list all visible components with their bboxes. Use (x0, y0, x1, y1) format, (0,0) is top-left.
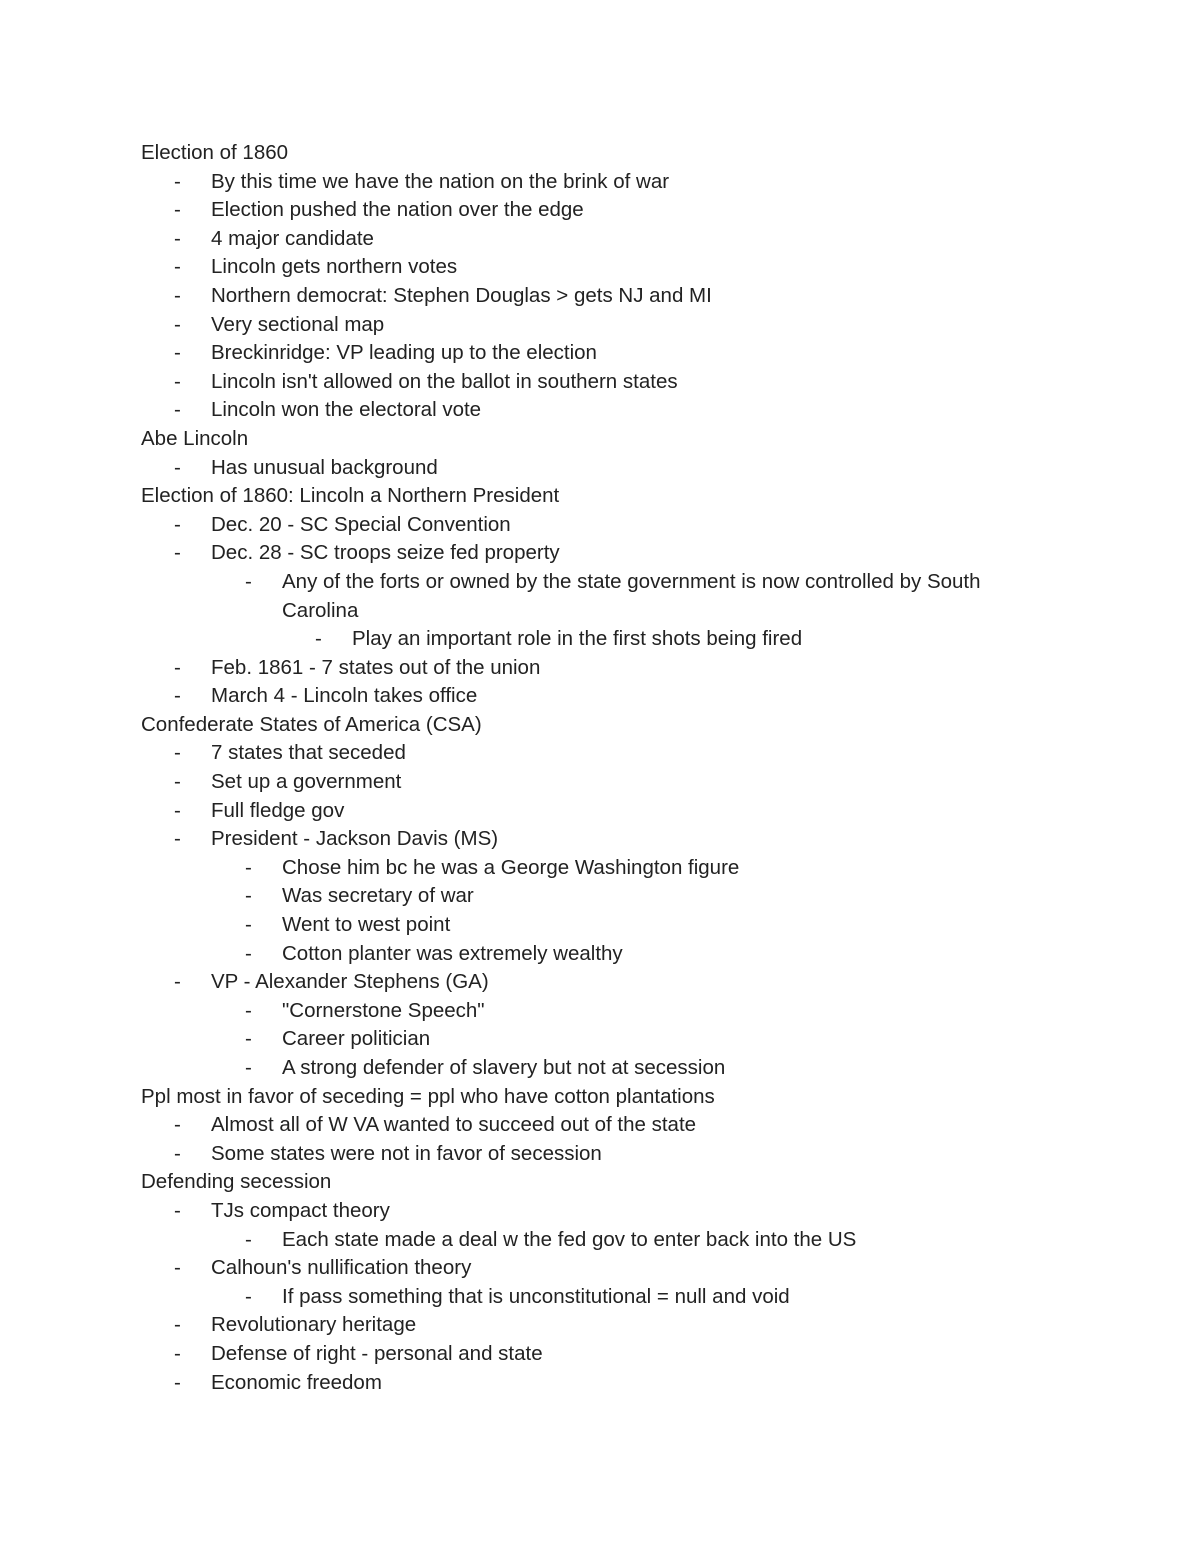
item-text: Lincoln isn't allowed on the ballot in southern states (211, 369, 678, 393)
item-text: Defense of right - personal and state (211, 1341, 543, 1365)
outline-item-level-1 (0, 968, 1200, 997)
item-text: Dec. 28 - SC troops seize fed property (211, 541, 560, 565)
item-text: Dec. 20 - SC Special Convention (211, 512, 511, 536)
item-text: Very sectional map (211, 312, 385, 336)
item-text: Lincoln won the electoral vote (211, 398, 482, 422)
item-text: Election pushed the nation over the edge (211, 198, 584, 222)
dash-bullet: - (174, 1256, 181, 1280)
outline-item-level-1 (0, 454, 1200, 483)
item-text: "Cornerstone Speech" (282, 998, 485, 1022)
dash-bullet: - (174, 1341, 181, 1365)
dash-bullet: - (174, 312, 181, 336)
outline-item-level-1 (0, 311, 1200, 340)
outline-item-level-2 (0, 854, 1200, 883)
outline-item-level-2 (0, 997, 1200, 1026)
outline-item-level-2 (0, 1226, 1200, 1255)
item-text: Some states were not in favor of secession (211, 1141, 602, 1165)
dash-bullet: - (245, 941, 252, 965)
dash-bullet: - (174, 1113, 181, 1137)
dash-bullet: - (174, 226, 181, 250)
item-text: Cotton planter was extremely wealthy (282, 941, 623, 965)
outline-item-level-2 (0, 1283, 1200, 1312)
item-text: March 4 - Lincoln takes office (211, 684, 478, 708)
outline-item-level-1 (0, 825, 1200, 854)
outline-item-level-1 (0, 168, 1200, 197)
heading-text: Election of 1860 (141, 141, 289, 164)
dash-bullet: - (245, 569, 252, 593)
dash-bullet: - (245, 1227, 252, 1251)
outline-item-level-1 (0, 1197, 1200, 1226)
dash-bullet: - (174, 741, 181, 765)
dash-bullet: - (174, 1198, 181, 1222)
item-text: Full fledge gov (211, 798, 345, 822)
item-text: If pass something that is unconstitutional = null and void (282, 1284, 790, 1308)
dash-bullet: - (174, 684, 181, 708)
outline-item-level-2 (0, 1054, 1200, 1083)
dash-bullet: - (245, 1284, 252, 1308)
dash-bullet: - (174, 169, 181, 193)
outline-item-level-1 (0, 368, 1200, 397)
dash-bullet: - (174, 541, 181, 565)
dash-bullet: - (245, 884, 252, 908)
dash-bullet: - (174, 1370, 181, 1394)
item-text: Play an important role in the first shots being fired (352, 627, 803, 651)
item-text: Almost all of W VA wanted to succeed out of the state (211, 1113, 697, 1137)
outline-item-level-1 (0, 196, 1200, 225)
dash-bullet: - (174, 970, 181, 994)
dash-bullet: - (174, 455, 181, 479)
item-text: Northern democrat: Stephen Douglas > gets NJ and MI (211, 283, 712, 307)
dash-bullet: - (174, 283, 181, 307)
heading-text: Election of 1860: Lincoln a Northern President (141, 484, 560, 508)
dash-bullet: - (174, 1313, 181, 1337)
dash-bullet: - (174, 198, 181, 222)
outline-item-level-1 (0, 539, 1200, 568)
section-heading (0, 711, 1200, 740)
heading-text: Confederate States of America (CSA) (141, 712, 482, 736)
outline-item-level-1 (0, 282, 1200, 311)
outline-item-level-3 (0, 625, 1200, 654)
item-text: Calhoun's nullification theory (211, 1256, 472, 1280)
dash-bullet: - (174, 770, 181, 794)
item-text: Lincoln gets northern votes (211, 255, 458, 279)
item-text: President - Jackson Davis (MS) (211, 827, 499, 851)
outline-item-level-1 (0, 1369, 1200, 1398)
section-heading (0, 1083, 1200, 1112)
item-text: Revolutionary heritage (211, 1313, 417, 1337)
item-text: VP - Alexander Stephens (GA) (211, 970, 489, 994)
outline-item-level-2 (0, 882, 1200, 911)
item-text: 4 major candidate (211, 226, 374, 250)
item-text: Any of the forts or owned by the state government is now controlled by South (282, 569, 981, 593)
outline-item-level-1 (0, 1311, 1200, 1340)
outline-item-level-1 (0, 339, 1200, 368)
outline-item-level-2 (0, 911, 1200, 940)
item-text: Breckinridge: VP leading up to the election (211, 341, 597, 365)
item-text: Chose him bc he was a George Washington figure (282, 855, 740, 879)
outline-item-level-1 (0, 225, 1200, 254)
dash-bullet: - (245, 1056, 252, 1079)
dash-bullet: - (174, 369, 181, 393)
item-text: TJs compact theory (211, 1198, 390, 1222)
outline-item-level-1 (0, 1111, 1200, 1140)
item-text: Has unusual background (211, 455, 438, 479)
heading-text: Ppl most in favor of seceding = ppl who have cotton plantations (141, 1084, 715, 1108)
item-text: Economic freedom (211, 1370, 382, 1394)
section-heading (0, 139, 1200, 168)
outline-item-level-1 (0, 396, 1200, 425)
outline-item-level-2 (0, 568, 1200, 597)
outline-item-level-1 (0, 739, 1200, 768)
outline-item-level-1 (0, 1140, 1200, 1169)
dash-bullet: - (174, 1141, 181, 1165)
dash-bullet: - (174, 255, 181, 279)
outline-item-level-2 (0, 1025, 1200, 1054)
dash-bullet: - (245, 855, 252, 879)
outline-item-level-1 (0, 1254, 1200, 1283)
item-text: Went to west point (282, 913, 451, 937)
outline-item-level-1 (0, 511, 1200, 540)
outline-item-level-1 (0, 1340, 1200, 1369)
outline-item-level-1 (0, 682, 1200, 711)
section-heading (0, 425, 1200, 454)
item-text: 7 states that seceded (211, 741, 406, 765)
outline-item-level-1 (0, 768, 1200, 797)
item-text: Career politician (282, 1027, 431, 1051)
item-text: Each state made a deal w the fed gov to enter back into the US (282, 1227, 857, 1251)
heading-text: Abe Lincoln (141, 426, 249, 450)
heading-text: Defending secession (141, 1170, 332, 1194)
dash-bullet: - (174, 827, 181, 851)
item-text: A strong defender of slavery but not at secession (282, 1056, 726, 1079)
section-heading (0, 482, 1200, 511)
dash-bullet: - (315, 627, 322, 651)
dash-bullet: - (174, 798, 181, 822)
section-heading (0, 1168, 1200, 1197)
outline-item-level-1 (0, 797, 1200, 826)
outline-item-level-2 (0, 597, 1200, 626)
dash-bullet: - (174, 512, 181, 536)
notes-outline (0, 139, 1200, 1397)
dash-bullet: - (245, 998, 252, 1022)
dash-bullet: - (174, 341, 181, 365)
outline-item-level-2 (0, 940, 1200, 969)
dash-bullet: - (245, 913, 252, 937)
item-text: Feb. 1861 - 7 states out of the union (211, 655, 541, 679)
dash-bullet: - (174, 655, 181, 679)
dash-bullet: - (245, 1027, 252, 1051)
item-text: Carolina (282, 598, 359, 622)
item-text: By this time we have the nation on the brink of war (211, 169, 670, 193)
outline-item-level-1 (0, 654, 1200, 683)
item-text: Was secretary of war (282, 884, 474, 908)
outline-item-level-1 (0, 253, 1200, 282)
dash-bullet: - (174, 398, 181, 422)
item-text: Set up a government (211, 770, 402, 794)
